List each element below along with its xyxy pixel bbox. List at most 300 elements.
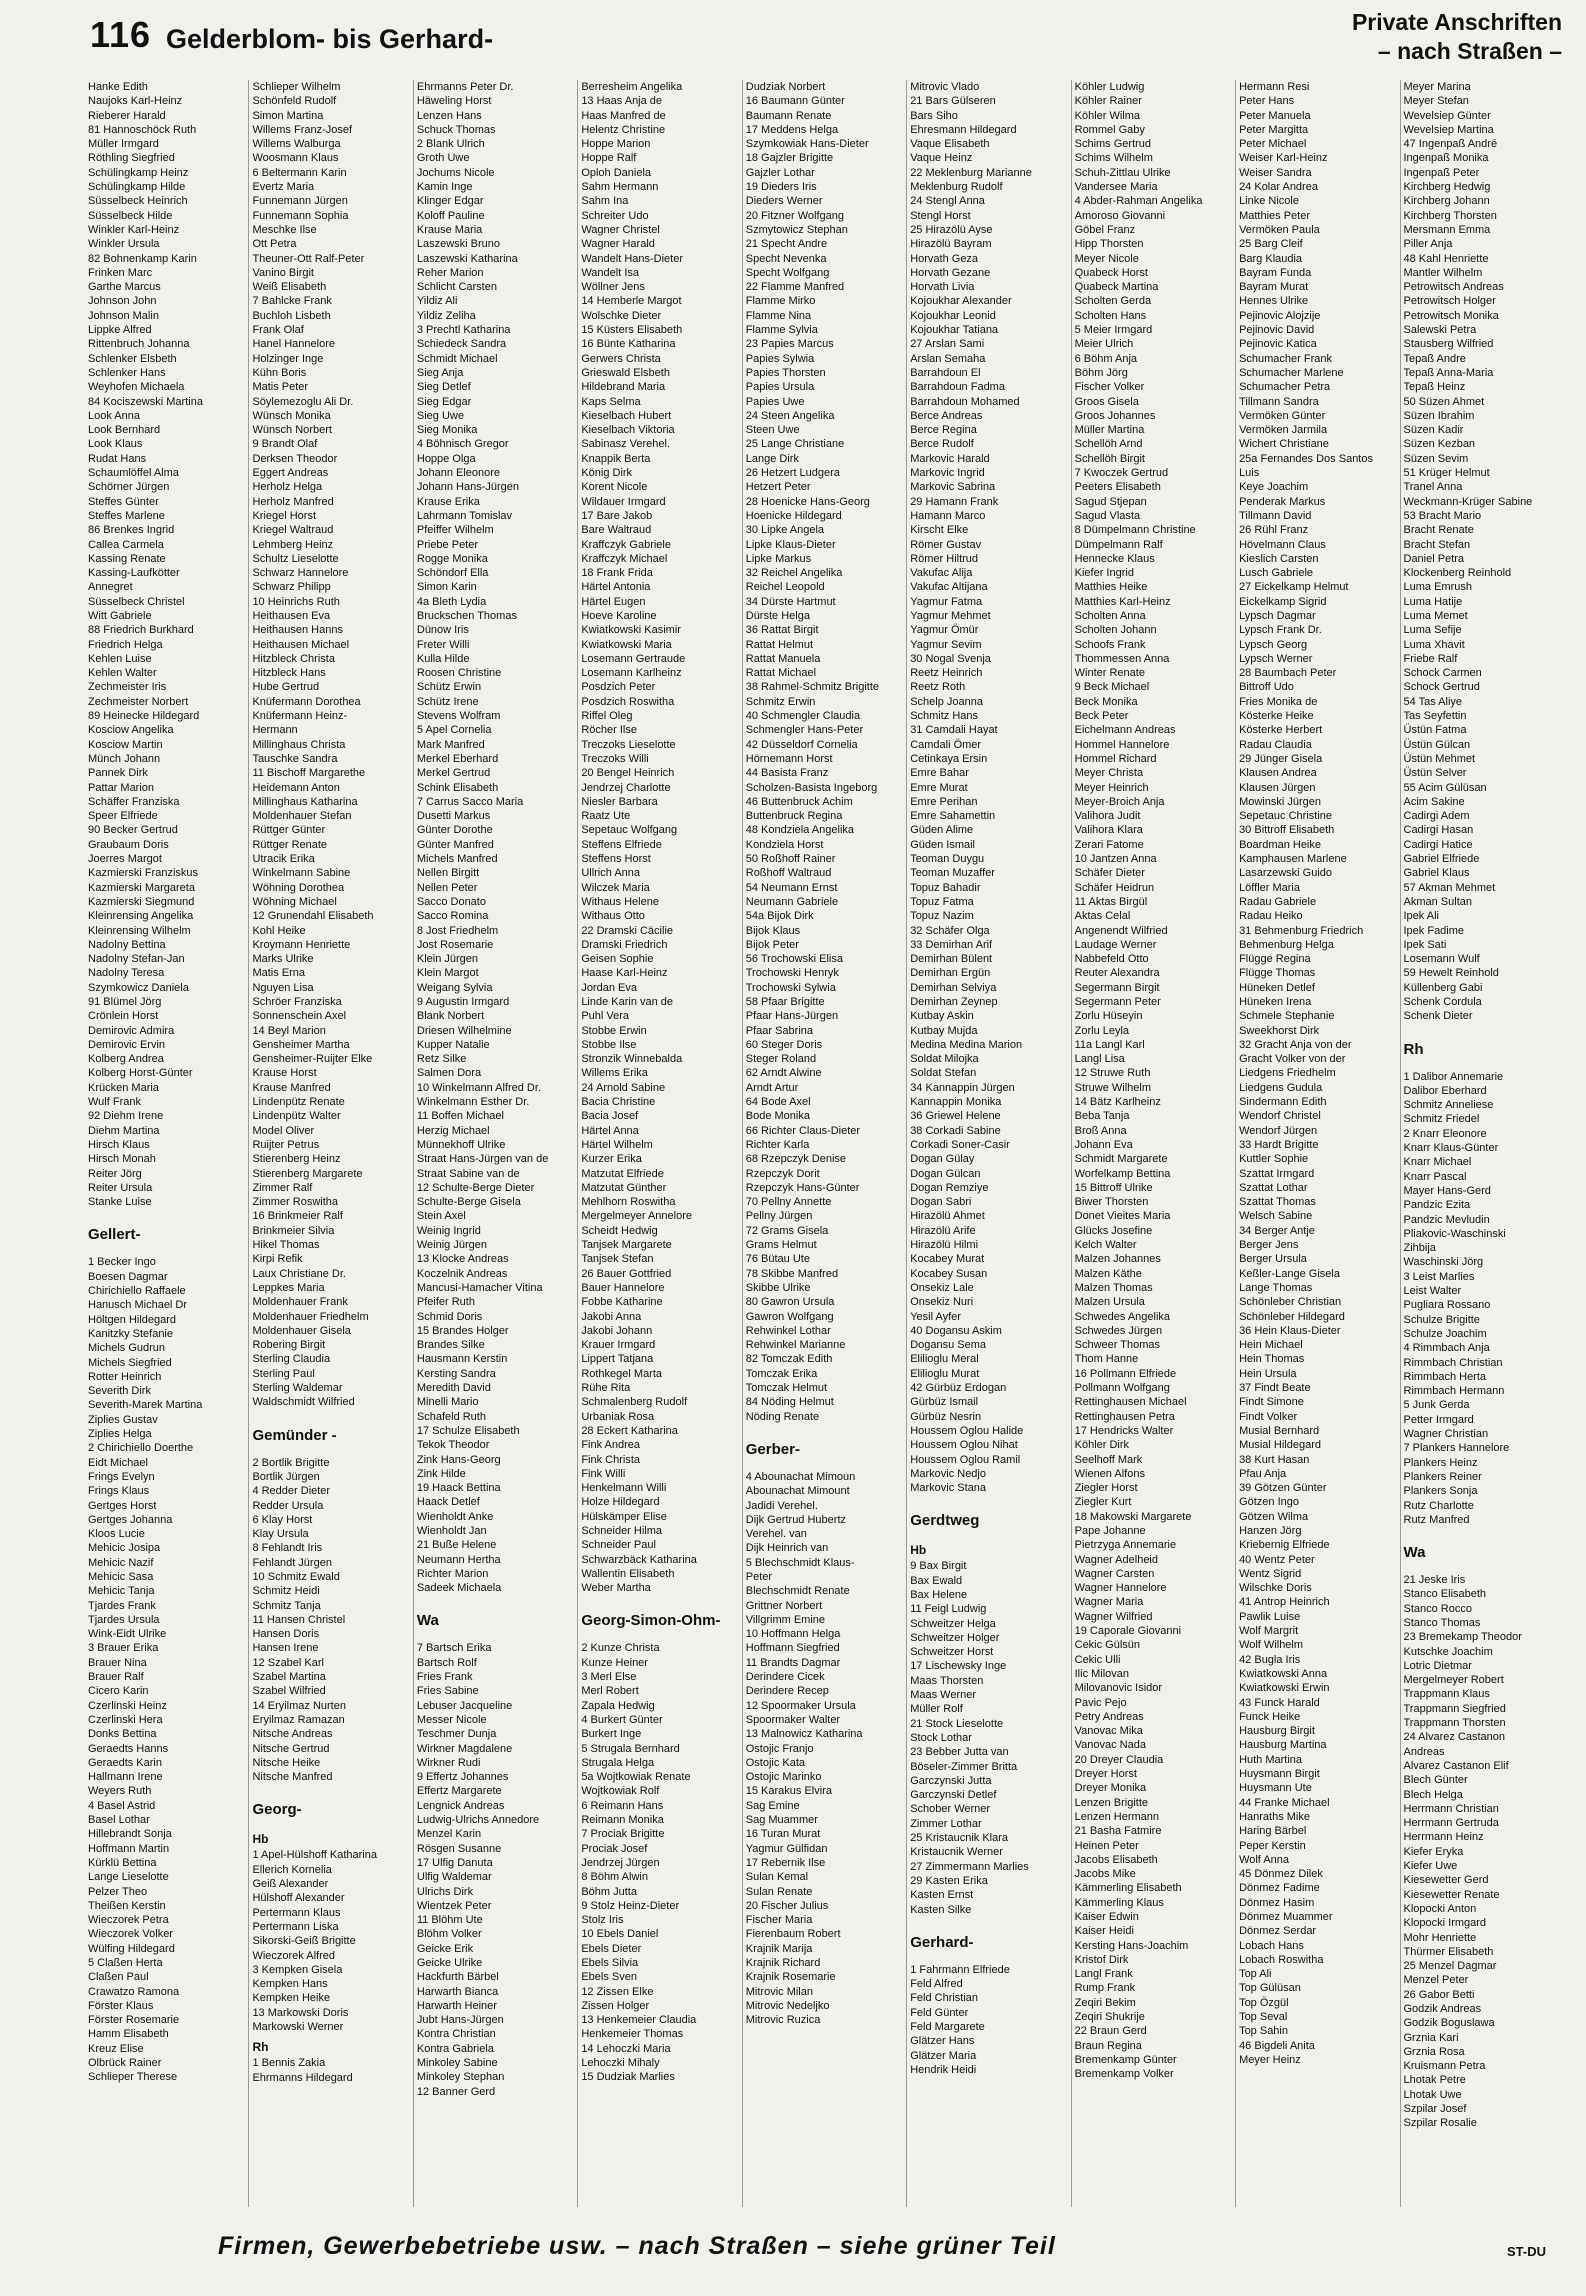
directory-entry: Ostojic Kata [745, 1756, 806, 1769]
directory-entry: Quabeck Martina [1074, 281, 1159, 294]
directory-entry: Rutz Charlotte [1403, 1499, 1474, 1512]
directory-entry: 17 Lischewsky Inge [910, 1660, 1007, 1673]
directory-entry: Wandelt Isa [581, 266, 639, 279]
directory-entry: 11a Langl Karl [1074, 1038, 1145, 1051]
directory-entry: 17 Ulfig Danuta [416, 1856, 493, 1869]
directory-entry: Wöllner Jens [581, 281, 645, 294]
directory-entry: Bijok Klaus [745, 924, 801, 937]
directory-entry: Malzen Ursula [1074, 1296, 1145, 1309]
directory-entry: Schoofs Frank [1074, 638, 1146, 651]
directory-entry: Kosciow Angelika [88, 724, 174, 737]
directory-entry: Horvath Livia [910, 281, 975, 294]
directory-entry: Schweer Thomas [1074, 1339, 1161, 1352]
directory-entry: Kämmerling Klaus [1074, 1896, 1164, 1909]
directory-entry: Mowinski Jürgen [1239, 795, 1321, 808]
column-2 [250, 80, 413, 2207]
directory-entry: Onsekiz Lale [910, 1281, 974, 1294]
directory-entry: Onsekiz Nuri [910, 1296, 974, 1309]
directory-entry: 5 Junk Gerda [1403, 1399, 1470, 1412]
directory-entry: 66 Richter Claus-Dieter [745, 1124, 861, 1137]
directory-entry: Pfaar Hans-Jürgen [745, 1010, 839, 1023]
directory-entry: Biwer Thorsten [1074, 1196, 1149, 1209]
directory-entry: Müller Rolf [910, 1703, 963, 1716]
street-heading: Rh [1403, 1040, 1424, 1058]
directory-entry: Kraffczyk Gabriele [581, 538, 671, 551]
directory-entry: Wilczek Maria [581, 881, 650, 894]
directory-entry: Vaque Elisabeth [910, 138, 990, 151]
directory-entry: Stanco Rocco [1403, 1602, 1472, 1615]
directory-entry: 3 Prechtl Katharina [416, 324, 511, 337]
directory-entry: Weber Martha [581, 1582, 651, 1595]
directory-entry: Kurzer Erika [581, 1153, 642, 1166]
directory-entry: 12 Grunendahl Elisabeth [252, 910, 374, 923]
directory-entry: Schöndorf Ella [416, 567, 489, 580]
directory-entry: 16 Brinkmeier Ralf [252, 1210, 343, 1223]
directory-entry: Luma Memet [1403, 609, 1468, 622]
directory-entry: Wienholdt Anke [416, 1510, 494, 1523]
directory-entry: Klausen Andrea [1239, 767, 1317, 780]
directory-entry: Skibbe Ulrike [745, 1281, 811, 1294]
directory-entry: Klein Margot [416, 967, 479, 980]
directory-entry: Reuter Alexandra [1074, 967, 1160, 980]
directory-entry: Cicero Karin [88, 1685, 149, 1698]
directory-entry: Laux Christiane Dr. [252, 1267, 346, 1280]
directory-entry: Bracht Stefan [1403, 538, 1471, 551]
directory-entry: 21 Stock Lieselotte [910, 1717, 1004, 1730]
directory-entry: 34 Kannappin Jürgen [910, 1081, 1015, 1094]
directory-entry: Pugliara Rossano [1403, 1299, 1491, 1312]
directory-entry: Lenzen Hans [416, 109, 482, 122]
directory-entry: 20 Dreyer Claudia [1074, 1753, 1164, 1766]
directory-entry: 3 Leist Marlies [1403, 1270, 1475, 1283]
directory-entry: Trappmann Klaus [1403, 1688, 1490, 1701]
directory-entry: Schaumlöffel Alma [88, 467, 179, 480]
directory-entry: Sepetauc Christine [1239, 810, 1333, 823]
directory-entry: Claßen Paul [88, 1971, 149, 1984]
column-7 [1073, 80, 1236, 2207]
directory-entry: Hennes Ulrike [1239, 295, 1309, 308]
directory-entry: Grieswald Elsbeth [581, 366, 670, 379]
directory-entry: Pavic Pejo [1074, 1696, 1127, 1709]
directory-entry: Kasten Ernst [910, 1889, 974, 1902]
directory-entry: 3 Brauer Erika [88, 1642, 159, 1655]
directory-entry: Üstün Fatma [1403, 724, 1467, 737]
directory-entry: Pertermann Liska [252, 1920, 339, 1933]
directory-entry: König Dirk [581, 467, 633, 480]
directory-entry: Krause Horst [252, 1067, 317, 1080]
directory-entry: Krauer Irmgard [581, 1339, 656, 1352]
directory-entry: Funnemann Sophia [252, 209, 349, 222]
directory-entry: Kocabey Susan [910, 1267, 988, 1280]
directory-entry: Bacia Josef [581, 1110, 639, 1123]
directory-entry: Kehlen Walter [88, 667, 157, 680]
directory-entry: Kolberg Andrea [88, 1053, 164, 1066]
directory-entry: Köhler Rainer [1074, 95, 1142, 108]
directory-entry: Kiefer Eryka [1403, 1845, 1464, 1858]
directory-entry: Üstün Mehmet [1403, 752, 1476, 765]
directory-entry: Dogan Sabri [910, 1196, 972, 1209]
directory-entry: Szabel Martina [252, 1671, 326, 1684]
directory-entry: Pannek Dirk [88, 767, 148, 780]
directory-entry: Speer Elfriede [88, 810, 158, 823]
directory-entry: Treczoks Willi [581, 752, 649, 765]
directory-entry: Schulze Brigitte [1403, 1313, 1480, 1326]
directory-entry: Härtel Eugen [581, 595, 646, 608]
directory-entry: Pietrzyga Annemarie [1074, 1539, 1177, 1552]
directory-entry: Hirazölü Hilmi [910, 1239, 979, 1252]
directory-entry: Broß Anna [1074, 1124, 1127, 1137]
directory-entry: Heithausen Hanns [252, 624, 343, 637]
directory-entry: Nadolny Bettina [88, 938, 166, 951]
directory-entry: Specht Nevenka [745, 252, 827, 265]
directory-entry: Elilioglu Meral [910, 1353, 979, 1366]
directory-entry: 12 Banner Gerd [416, 2085, 496, 2098]
directory-entry: Wevelsiep Martina [1403, 123, 1494, 136]
directory-entry: 7 Kwoczek Gertrud [1074, 467, 1169, 480]
directory-entry: Ziegler Horst [1074, 1482, 1138, 1495]
directory-entry: Münch Johann [88, 752, 161, 765]
directory-entry: Houssem Oglou Nihat [910, 1439, 1018, 1452]
directory-entry: 9 Augustin Irmgard [416, 996, 510, 1008]
directory-entry: Schuh-Zittlau Ulrike [1074, 166, 1171, 179]
directory-entry: Wagner Maria [1074, 1596, 1144, 1609]
directory-entry: Hermann Resi [1239, 81, 1310, 93]
directory-entry: Wülfing Hildegard [88, 1942, 175, 1955]
directory-entry: Kwiatkowski Kasimir [581, 624, 681, 637]
directory-entry: Sabinasz Verehel. [581, 438, 670, 451]
directory-entry: Frinken Marc [88, 266, 153, 279]
directory-entry: Kwiatkowski Anna [1239, 1667, 1328, 1680]
directory-entry: Blech Helga [1403, 1788, 1463, 1801]
directory-entry: Schenk Dieter [1403, 1010, 1473, 1023]
directory-entry: Rimmbach Christian [1403, 1356, 1503, 1369]
directory-entry: Korent Nicole [581, 481, 648, 494]
directory-entry: Bayram Murat [1239, 281, 1309, 294]
directory-entry: Radau Claudia [1239, 738, 1312, 751]
directory-entry: Knarr Klaus-Günter [1403, 1142, 1499, 1155]
directory-entry: Kazmierski Siegmund [88, 895, 195, 908]
directory-entry: Czerlinski Heinz [88, 1699, 167, 1712]
directory-entry: Rettinghausen Michael [1074, 1396, 1187, 1409]
directory-entry: Hitzbleck Hans [252, 667, 326, 680]
directory-entry: Jochums Nicole [416, 166, 495, 179]
directory-entry: Camdali Ömer [910, 738, 982, 751]
directory-entry: Zimmer Ralf [252, 1181, 313, 1194]
directory-entry: Linde Karin van de [581, 996, 674, 1008]
directory-entry: 60 Steger Doris [745, 1038, 823, 1051]
directory-entry: Straat Sabine van de [416, 1167, 520, 1180]
directory-entry: Sieg Uwe [416, 409, 464, 422]
directory-entry: Graubaum Doris [88, 838, 169, 851]
directory-entry: 34 Berger Antje [1239, 1224, 1315, 1237]
directory-entry: Moldenhauer Frank [252, 1296, 348, 1309]
directory-entry: Dönmez Muammer [1239, 1911, 1333, 1923]
directory-entry: Reimann Monika [581, 1814, 664, 1827]
directory-entry: Markovic Ingrid [910, 467, 985, 480]
directory-entry: 15 Brandes Holger [416, 1324, 509, 1337]
directory-entry: Garczynski Jutta [910, 1774, 992, 1787]
directory-entry: 33 Demirhan Arif [910, 938, 993, 951]
directory-entry: Klein Jürgen [416, 953, 479, 966]
directory-entry: Hörnemann Horst [745, 752, 833, 765]
directory-entry: Behmenburg Helga [1239, 938, 1334, 951]
directory-entry: Pollmann Wolfgang [1074, 1382, 1170, 1395]
directory-entry: 55 Acim Gülüsan [1403, 781, 1487, 794]
directory-entry: Vakufac Alija [910, 567, 973, 580]
directory-entry: Schiedeck Sandra [416, 338, 507, 351]
directory-entry: Menzel Karin [416, 1828, 482, 1841]
directory-entry: Eidt Michael [88, 1456, 148, 1469]
directory-entry: Spoormaker Walter [745, 1713, 841, 1726]
directory-entry: 12 Szabel Karl [252, 1656, 324, 1669]
directory-entry: Hommel Richard [1074, 752, 1157, 765]
directory-entry: 7 Bartsch Erika [416, 1642, 492, 1655]
directory-entry: Menzel Peter [1403, 1974, 1469, 1987]
directory-entry: Look Klaus [88, 438, 143, 451]
directory-entry: Vaque Heinz [910, 152, 973, 165]
column-8 [1237, 80, 1400, 2207]
directory-entry: Cadirgi Hasan [1403, 824, 1474, 837]
directory-entry: Donet Vieites Maria [1074, 1210, 1171, 1223]
directory-entry: Friedrich Helga [88, 638, 163, 651]
directory-entry: Dramski Friedrich [581, 938, 668, 951]
directory-entry: Kleinrensing Wilhelm [88, 924, 191, 937]
directory-entry: Dudziak Norbert [745, 81, 826, 93]
directory-entry: 4 Abder-Rahman Angelika [1074, 195, 1203, 208]
directory-entry: Stolz Iris [581, 1914, 624, 1927]
directory-entry: Bremenkamp Volker [1074, 2068, 1174, 2081]
directory-entry: Rattat Helmut [745, 638, 813, 651]
directory-entry: Radau Gabriele [1239, 895, 1317, 908]
directory-entry: Barg Klaudia [1239, 252, 1303, 265]
directory-entry: Klinger Edgar [416, 195, 484, 208]
directory-entry: 31 Behmenburg Friedrich [1239, 924, 1364, 937]
directory-entry: Koczelnik Andreas [416, 1267, 508, 1280]
directory-entry: Meyer-Broich Anja [1074, 795, 1165, 808]
directory-entry: Zeqiri Shukrije [1074, 2011, 1145, 2024]
directory-entry: Schumacher Frank [1239, 352, 1332, 365]
directory-entry: 46 Bigdeli Anita [1239, 2039, 1315, 2052]
directory-entry: 27 Arslan Sami [910, 338, 985, 351]
directory-entry: Barrahdoun Mohamed [910, 395, 1020, 408]
directory-entry: Schellöh Arnd [1074, 438, 1143, 451]
directory-entry: Godzik Boguslawa [1403, 2017, 1495, 2030]
page-footer [0, 2230, 1586, 2270]
directory-entry: Wulf Frank [88, 1096, 141, 1109]
directory-entry: Mehicic Josipa [88, 1542, 161, 1555]
directory-entry: Sterling Paul [252, 1367, 315, 1380]
directory-entry: 31 Camdali Hayat [910, 724, 998, 737]
directory-entry: Ullrich Anna [581, 867, 641, 880]
directory-entry: 14 Beyl Marion [252, 1024, 326, 1037]
directory-entry: Rzepczyk Hans-Günter [745, 1181, 860, 1194]
directory-entry: Dijk Gertrud Hubertz [745, 1513, 847, 1526]
directory-entry: 17 Meddens Helga [745, 123, 839, 136]
directory-entry: Teschmer Dunja [416, 1728, 497, 1741]
directory-entry: 22 Dramski Cäcilie [581, 924, 674, 937]
directory-entry: Kamphausen Marlene [1239, 853, 1347, 866]
directory-entry: Kroymann Henriette [252, 938, 351, 951]
directory-entry: Barrahdoun El [910, 366, 981, 379]
directory-entry: Steen Uwe [745, 424, 800, 437]
directory-entry: Hoeve Karoline [581, 609, 657, 622]
directory-entry: 16 Turan Murat [745, 1828, 821, 1841]
directory-entry: Demirovic Ervin [88, 1038, 166, 1051]
directory-entry: Petrowitsch Holger [1403, 295, 1496, 308]
directory-entry: Evertz Maria [252, 181, 315, 194]
directory-entry: Lippert Tatjana [581, 1353, 654, 1366]
directory-entry: 24 Alvarez Castanon [1403, 1731, 1506, 1744]
street-heading: Gerhard- [910, 1933, 974, 1951]
directory-entry: Rudat Hans [88, 452, 147, 465]
directory-entry: Kirchberg Hedwig [1403, 181, 1491, 194]
directory-entry: Markowski Werner [252, 2021, 344, 2033]
directory-entry: Kersting Sandra [416, 1367, 496, 1380]
directory-entry: 19 Haack Bettina [416, 1482, 501, 1495]
directory-entry: Hallmann Irene [88, 1771, 163, 1784]
directory-entry: 23 Papies Marcus [745, 338, 834, 351]
directory-entry: Jakobi Johann [581, 1324, 653, 1337]
directory-entry: Süzen Kadir [1403, 424, 1464, 437]
directory-entry: Kühn Boris [252, 366, 307, 379]
directory-entry: Jadidi Verehel. [745, 1499, 818, 1512]
directory-entry: Schuck Thomas [416, 123, 496, 136]
directory-entry: Tanjsek Margarete [581, 1239, 672, 1252]
directory-entry: Lehmberg Heinz [252, 538, 334, 551]
directory-entry: Pfau Anja [1239, 1467, 1287, 1480]
directory-entry: 26 Rühl Franz [1239, 524, 1309, 537]
directory-entry: Derindere Cicek [745, 1671, 825, 1684]
directory-entry: 13 Malnowicz Katharina [745, 1728, 863, 1741]
directory-entry: 51 Krüger Helmut [1403, 467, 1490, 480]
directory-entry: Szattat Thomas [1239, 1196, 1316, 1209]
directory-entry: 10 Ebels Daniel [581, 1928, 659, 1941]
directory-entry: Priebe Peter [416, 538, 479, 551]
directory-entry: Haase Karl-Heinz [581, 967, 668, 980]
directory-entry: Harwarth Bianca [416, 1985, 499, 1998]
directory-entry: Köhler Ludwig [1074, 81, 1145, 93]
directory-entry: Sahm Ina [581, 195, 629, 208]
directory-entry: Herrmann Heinz [1403, 1831, 1484, 1844]
directory-entry: Leppkes Maria [252, 1281, 325, 1294]
directory-entry: 7 Plankers Hannelore [1403, 1442, 1510, 1455]
directory-entry: Herholz Manfred [252, 495, 334, 508]
directory-entry: Geraedts Hanns [88, 1742, 169, 1755]
footer-note: Firmen, Gewerbebetriebe usw. – nach Straßen – siehe grüner Teil [218, 2232, 1056, 2260]
directory-entry: Ingenpaß Peter [1403, 166, 1480, 179]
directory-entry: Vermöken Günter [1239, 409, 1326, 422]
directory-entry: Trochowski Sylwia [745, 981, 836, 994]
directory-entry: Olbrück Rainer [88, 2057, 162, 2070]
directory-entry: Wöhning Michael [252, 895, 337, 908]
directory-entry: Schweitzer Horst [910, 1646, 994, 1659]
directory-entry: Krücken Maria [88, 1081, 159, 1094]
directory-entry: Yesil Ayfer [910, 1310, 961, 1323]
directory-entry: Nitsche Gertrud [252, 1742, 330, 1755]
directory-entry: Huth Martina [1239, 1753, 1303, 1766]
directory-entry: Ipek Fadime [1403, 924, 1465, 937]
directory-entry: Kieselbach Viktoria [581, 424, 675, 437]
directory-entry: Segermann Peter [1074, 996, 1161, 1008]
directory-entry: Kaiser Edwin [1074, 1911, 1139, 1923]
directory-entry: Theißen Kerstin [88, 1899, 166, 1912]
directory-entry: Hausburg Martina [1239, 1739, 1327, 1752]
directory-entry: Härtel Wilhelm [581, 1138, 653, 1151]
directory-entry: 36 Hein Klaus-Dieter [1239, 1324, 1341, 1337]
directory-entry: Haas Manfred de [581, 109, 666, 122]
directory-entry: Mergelmeyer Robert [1403, 1674, 1504, 1687]
directory-entry: Matzutat Elfriede [581, 1167, 664, 1180]
directory-entry: Knarr Pascal [1403, 1170, 1467, 1183]
directory-entry: Hoffmann Siegfried [745, 1642, 840, 1655]
directory-entry: Kristaucnik Werner [910, 1846, 1003, 1859]
directory-entry: Stausberg Wilfried [1403, 338, 1494, 351]
directory-entry: Top Sahin [1239, 2025, 1288, 2038]
directory-entry: Schumacher Petra [1239, 381, 1331, 394]
directory-entry: Helentz Christine [581, 123, 666, 136]
directory-entry: Straat Hans-Jürgen van de [416, 1153, 549, 1166]
directory-entry: Markovic Stana [910, 1482, 986, 1495]
directory-entry: Wink-Eidt Ulrike [88, 1628, 167, 1641]
directory-entry: 12 Zissen Elke [581, 1985, 654, 1998]
directory-entry: Kutbay Mujda [910, 1024, 978, 1037]
directory-columns [86, 80, 1566, 2207]
directory-entry: Küllenberg Gabi [1403, 981, 1483, 994]
directory-entry: Arslan Semaha [910, 352, 986, 365]
directory-entry: Zorlu Leyla [1074, 1024, 1130, 1037]
directory-entry: Schenk Cordula [1403, 996, 1482, 1008]
directory-entry: Schreiter Udo [581, 209, 649, 222]
directory-entry: Szpilar Josef [1403, 2103, 1467, 2116]
directory-entry: Cekic Gülsün [1074, 1639, 1141, 1652]
directory-entry: Blechschmidt Renate [745, 1585, 850, 1598]
directory-entry: 54 Neumann Ernst [745, 881, 838, 894]
directory-entry: Pejinovic Katica [1239, 338, 1317, 351]
directory-entry: 92 Diehm Irene [88, 1110, 164, 1123]
directory-entry: 21 Bars Gülseren [910, 95, 996, 108]
directory-entry: Kohl Heike [252, 924, 306, 937]
directory-entry: Sieg Monika [416, 424, 478, 437]
directory-entry: Lebuser Jacqueline [416, 1699, 513, 1712]
directory-entry: Winkler Ursula [88, 238, 160, 251]
directory-entry: Jacobs Elisabeth [1074, 1853, 1158, 1866]
directory-entry: Friebe Ralf [1403, 652, 1458, 665]
directory-entry: Scholten Anna [1074, 609, 1146, 622]
directory-entry: Mitrovic Milan [745, 1985, 813, 1998]
directory-entry: 6 Klay Horst [252, 1513, 313, 1526]
directory-entry: 24 Stengl Anna [910, 195, 985, 208]
directory-entry: Kersting Hans-Joachim [1074, 1939, 1189, 1952]
directory-entry: Luma Xhavit [1403, 638, 1465, 651]
directory-entry: Weiser Sandra [1239, 166, 1312, 179]
directory-entry: Kojoukhar Alexander [910, 295, 1012, 308]
directory-entry: 21 Basha Fatmire [1074, 1825, 1162, 1838]
directory-entry: Stein Axel [416, 1210, 466, 1223]
directory-entry: Kämmerling Elisabeth [1074, 1882, 1182, 1895]
directory-entry: 89 Heinecke Hildegard [88, 710, 200, 723]
directory-entry: 18 Gajzler Brigitte [745, 152, 834, 165]
directory-entry: Matthies Heike [1074, 581, 1148, 594]
directory-entry: 56 Trochowski Elisa [745, 953, 843, 966]
directory-entry: Nadolny Stefan-Jan [88, 953, 185, 966]
directory-entry: Puhl Vera [581, 1010, 630, 1023]
directory-entry: Schmalenberg Rudolf [581, 1396, 688, 1409]
directory-entry: Findt Simone [1239, 1396, 1304, 1409]
directory-entry: Weinig Jürgen [416, 1239, 487, 1252]
directory-entry: Rzepczyk Dorit [745, 1167, 820, 1180]
directory-entry: Hülshoff Alexander [252, 1892, 345, 1905]
directory-entry: Losemann Gertraude [581, 652, 686, 665]
